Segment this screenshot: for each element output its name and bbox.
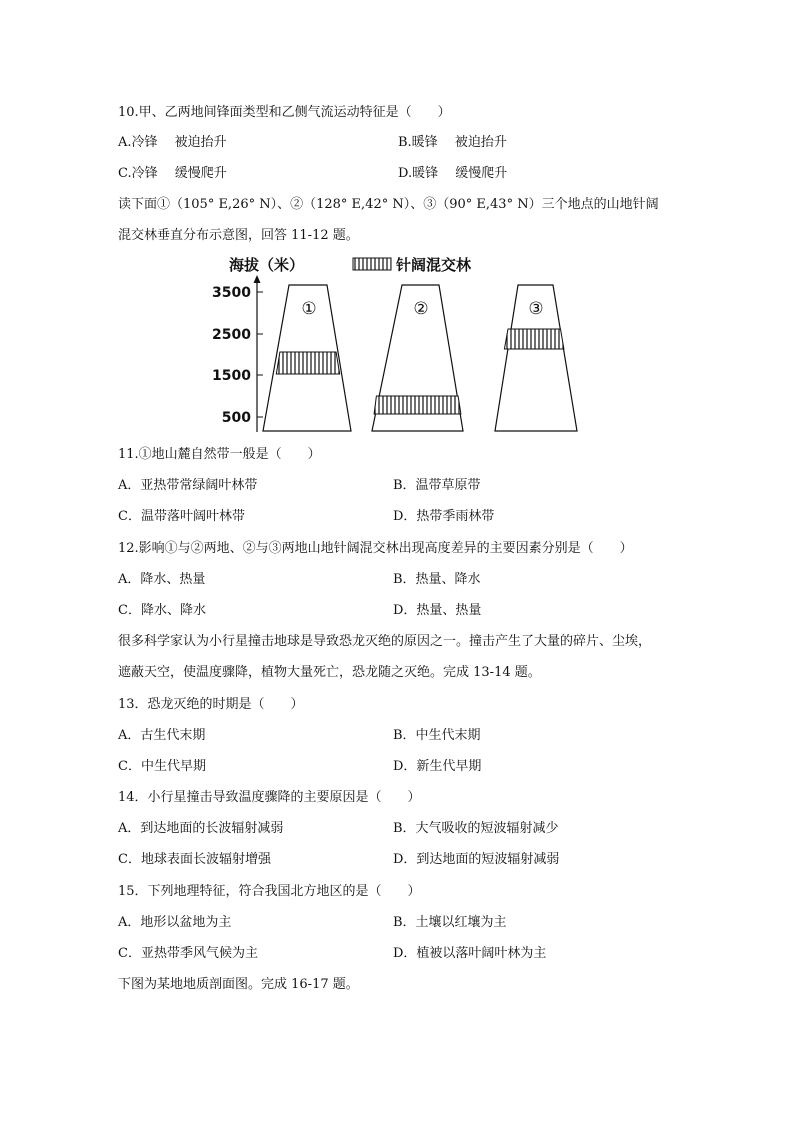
axis-title: 海拔（米） [229,256,305,274]
q11-option-c: C．温带落叶阔叶林带 [118,509,245,524]
vertical-zonation-diagram [205,250,600,440]
mountain-3-label: ③ [528,299,544,319]
q11-option-b: B．温带草原带 [393,478,481,493]
q15-option-d: D．植被以落叶阔叶林为主 [393,946,547,961]
q13-option-c: C．中生代早期 [118,759,206,774]
q12-option-d: D．热量、热量 [393,603,482,618]
q10-option-b: B.暖锋 被迫抬升 [398,135,507,150]
q11-stem: 11.①地山麓自然带一般是（ ） [118,447,321,462]
tick-label-500: 500 [221,410,251,426]
y-axis-arrow [254,275,261,283]
q15-option-c: C．亚热带季风气候为主 [118,946,258,961]
q12-stem: 12.影响①与②两地、②与③两地山地针阔混交林出现高度差异的主要因素分别是（ ） [118,541,633,556]
tick-label-3500: 3500 [212,285,251,301]
legend-label: 针阔混交林 [396,256,472,274]
q12-option-c: C．降水、降水 [118,603,206,618]
mountain-3-mixed-forest-belt [504,329,564,349]
q15-option-a: A．地形以盆地为主 [118,915,232,930]
q10-option-d: D.暖锋 缓慢爬升 [398,166,508,181]
intro-11-12-line1: 读下面①（105° E,26° N）、②（128° E,42° N）、③（90° E,43° N）三个地点的山地针阔 [118,197,659,212]
q13-stem: 13．恐龙灭绝的时期是（ ） [118,697,304,712]
q10-option-c: C.冷锋 缓慢爬升 [118,166,227,181]
q15-option-b: B．土壤以红壤为主 [393,915,507,930]
intro-13-14-line1: 很多科学家认为小行星撞击地球是导致恐龙灭绝的原因之一。撞击产生了大量的碎片、尘埃， [118,634,652,649]
q15-stem: 15．下列地理特征，符合我国北方地区的是（ ） [118,884,421,899]
mountain-1-label: ① [301,299,317,319]
q14-option-c: C．地球表面长波辐射增强 [118,852,271,867]
q13-option-d: D．新生代早期 [393,759,482,774]
intro-13-14-line2: 遮蔽天空，使温度骤降，植物大量死亡，恐龙随之灭绝。完成 13-14 题。 [118,665,541,680]
legend-swatch [353,258,391,270]
intro-11-12-line2: 混交林垂直分布示意图，回答 11-12 题。 [118,228,359,243]
q14-stem: 14．小行星撞击导致温度骤降的主要原因是（ ） [118,790,421,805]
q13-option-b: B．中生代末期 [393,728,481,743]
q11-option-d: D．热带季雨林带 [393,509,495,524]
q12-option-b: B．热量、降水 [393,572,481,587]
q14-option-d: D．到达地面的短波辐射减弱 [393,852,560,867]
mountain-2-mixed-forest-belt [374,396,461,414]
q14-option-a: A．到达地面的长波辐射减弱 [118,821,284,836]
tick-label-2500: 2500 [212,327,251,343]
mountain-1-mixed-forest-belt [276,352,339,374]
mountain-2-label: ② [413,299,429,319]
tick-label-1500: 1500 [212,368,251,384]
q10-option-a: A.冷锋 被迫抬升 [118,135,227,150]
q14-option-b: B．大气吸收的短波辐射减少 [393,821,559,836]
q12-option-a: A．降水、热量 [118,572,206,587]
q13-option-a: A．古生代末期 [118,728,206,743]
q10-stem: 10.甲、乙两地间锋面类型和乙侧气流运动特征是（ ） [118,105,451,120]
q11-option-a: A．亚热带常绿阔叶林带 [118,478,258,493]
intro-16-17: 下图为某地地质剖面图。完成 16-17 题。 [118,977,359,992]
